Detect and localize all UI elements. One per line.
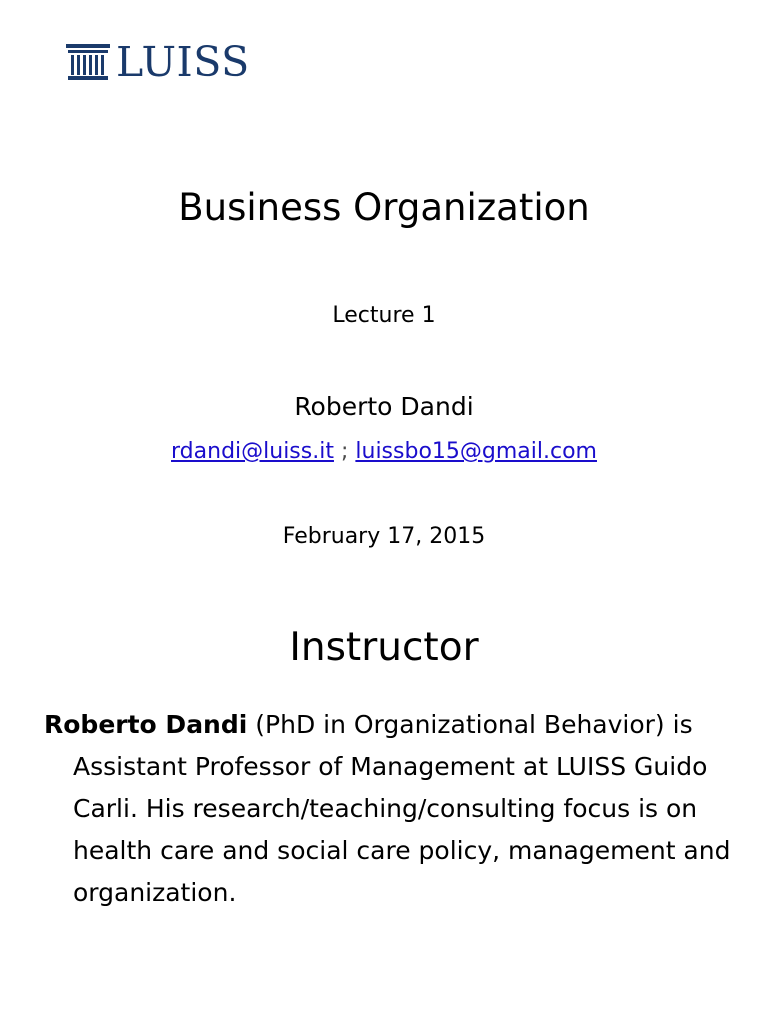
bio-name: Roberto Dandi bbox=[44, 710, 248, 739]
logo-text: LUISS bbox=[116, 37, 250, 86]
instructor-heading: Instructor bbox=[289, 625, 479, 670]
lecture-date: February 17, 2015 bbox=[282, 524, 486, 549]
column-pillars-icon bbox=[66, 44, 110, 80]
email-separator: ; bbox=[340, 439, 349, 464]
author-name: Roberto Dandi bbox=[294, 392, 474, 421]
luiss-logo bbox=[66, 37, 250, 86]
instructor-bio bbox=[44, 704, 768, 914]
lecture-number: Lecture 1 bbox=[332, 303, 436, 328]
email-link-secondary[interactable]: luissbo15@gmail.com bbox=[355, 439, 597, 464]
bio-text: (PhD in Organizational Behavior) is Assistant Professor of Management at LUISS Guido Carli. His research/teaching/consulting focus is on health care and social care policy, management and organization. bbox=[73, 710, 731, 907]
contact-emails bbox=[0, 437, 768, 467]
email-link-primary[interactable]: rdandi@luiss.it bbox=[171, 439, 334, 464]
presentation-title: Business Organization bbox=[178, 186, 590, 229]
